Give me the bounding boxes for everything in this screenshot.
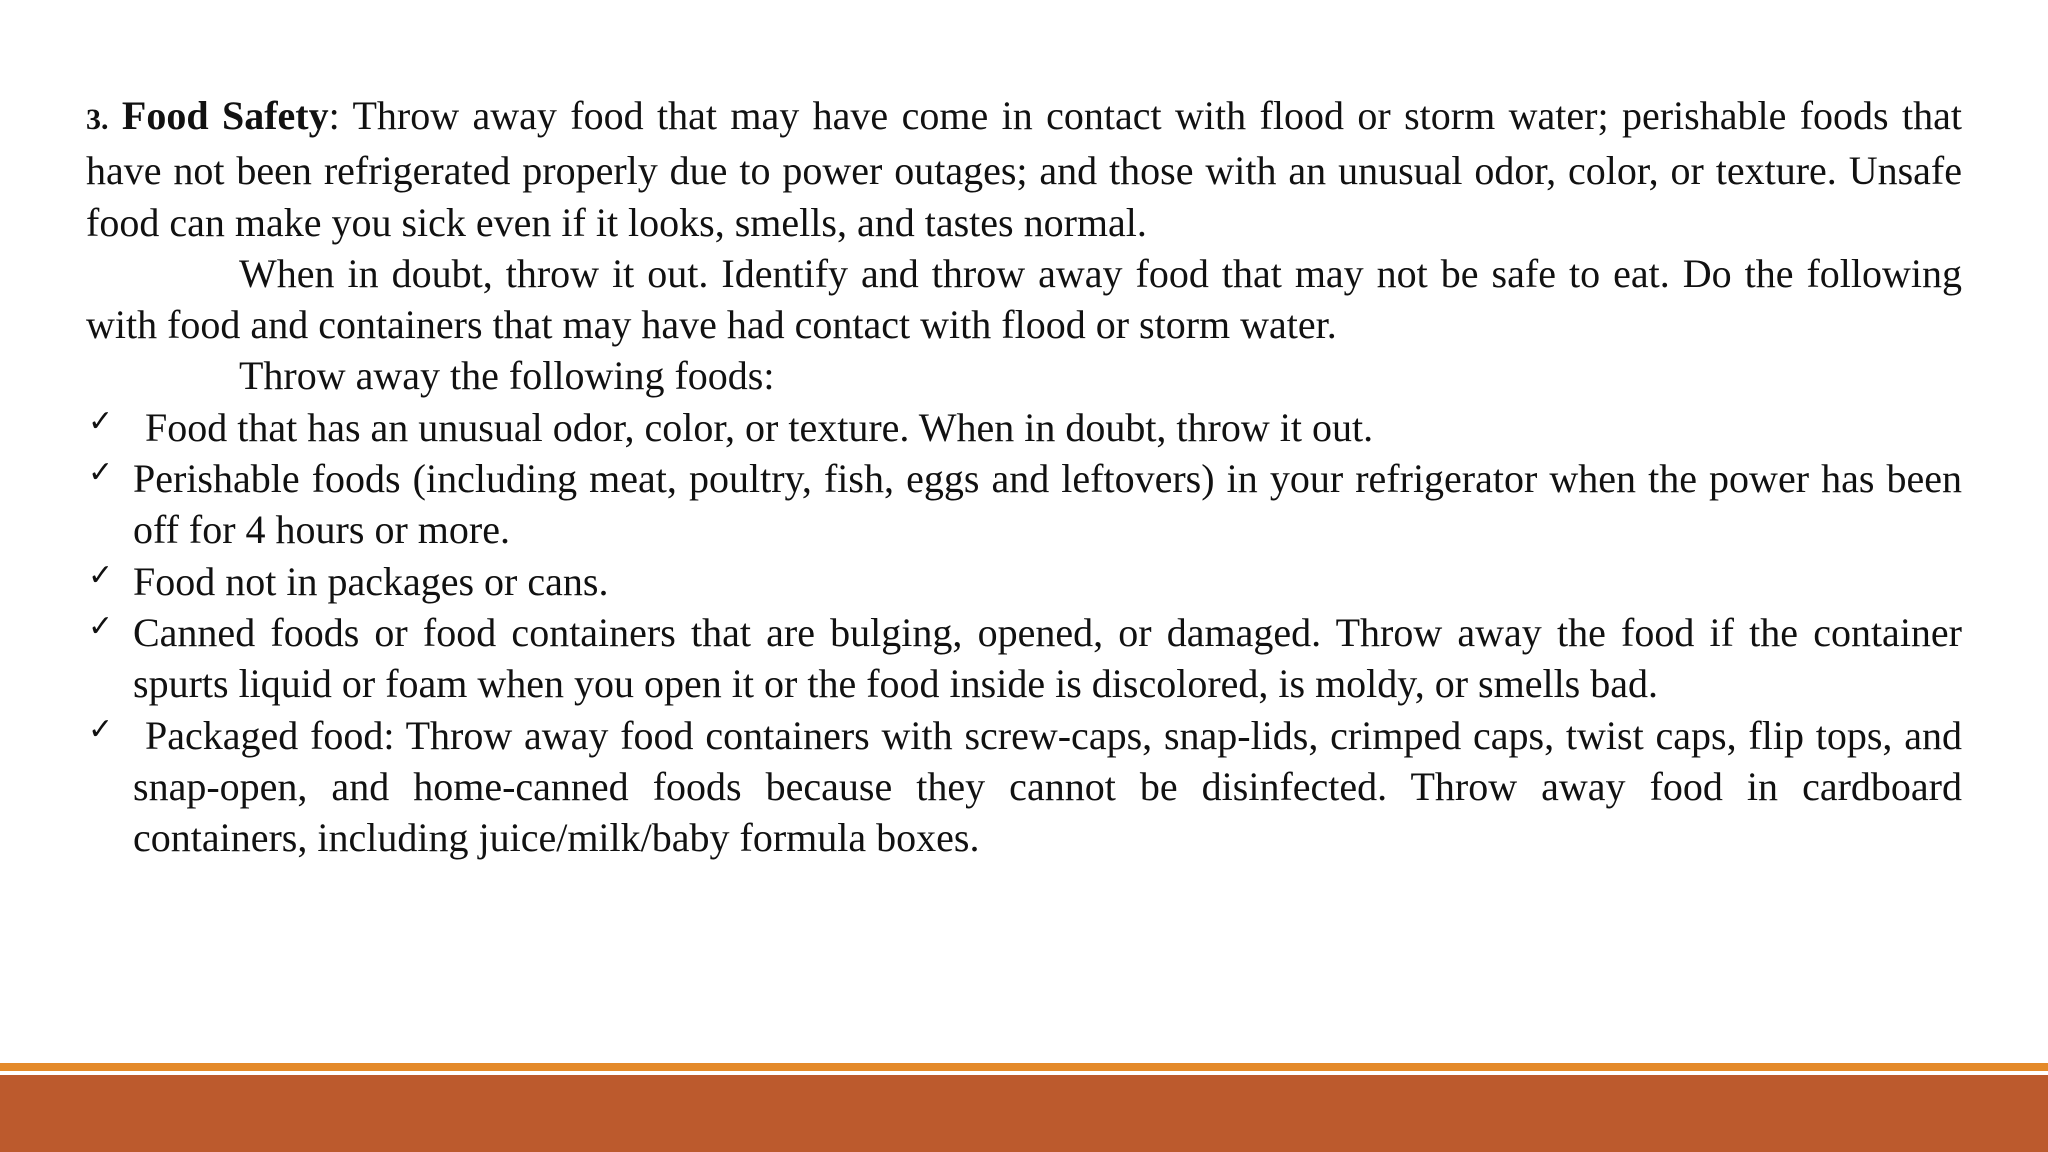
slide-content xyxy=(86,90,1962,863)
checkmark-icon: ✓ xyxy=(88,557,114,593)
footer-accent-line xyxy=(0,1063,2048,1071)
checklist-item xyxy=(86,453,1962,556)
checklist-item xyxy=(86,607,1962,710)
checklist-item xyxy=(86,556,1962,607)
section-number: 3. xyxy=(86,103,109,136)
checklist-item-text: Packaged food: Throw away food containers with screw-caps, snap-lids, crimped caps, twist caps, flip tops, and snap-open, and home-canned foods because they cannot be disinfected. Throw away food in cardboard containers, including juice/milk/baby formula boxes. xyxy=(133,712,1962,861)
checklist-item-text: Perishable foods (including meat, poultry, fish, eggs and leftovers) in your refrigerator when the power has been off for 4 hours or more. xyxy=(133,456,1962,553)
checkmark-icon: ✓ xyxy=(88,711,114,747)
checklist-item-text: Food not in packages or cans. xyxy=(133,558,609,604)
intro-text: Throw away food that may have come in contact with flood or storm water; perishable foods that have not been refrigerated properly due to power outages; and those with an unusual odor, color, or texture. Unsafe food can make you sick even if it looks, smells, and tastes normal. xyxy=(86,93,1963,245)
footer-bar xyxy=(0,1075,2048,1152)
checklist-item-text: Food that has an unusual odor, color, or texture. When in doubt, throw it out. xyxy=(145,404,1374,450)
throw-away-intro: Throw away the following foods: xyxy=(239,353,775,399)
checkmark-icon: ✓ xyxy=(88,455,114,491)
checklist-item-text: Canned foods or food containers that are bulging, opened, or damaged. Throw away the food if the container spurts liquid or foam when you open it or the food inside is discolored, is moldy, or smells bad. xyxy=(133,609,1962,707)
checklist-item xyxy=(86,402,1962,453)
food-checklist xyxy=(86,402,1962,864)
checkmark-icon: ✓ xyxy=(88,608,114,644)
checkmark-icon: ✓ xyxy=(88,403,114,439)
checklist-item xyxy=(86,710,1962,864)
doubt-paragraph: When in doubt, throw it out. Identify and throw away food that may not be safe to eat. Do the following with food and containers that may have had contact with flood or storm water. xyxy=(86,250,1962,348)
section-title: Food Safety xyxy=(121,93,329,138)
food-safety-paragraph xyxy=(86,90,1962,248)
title-separator: : xyxy=(328,93,340,138)
